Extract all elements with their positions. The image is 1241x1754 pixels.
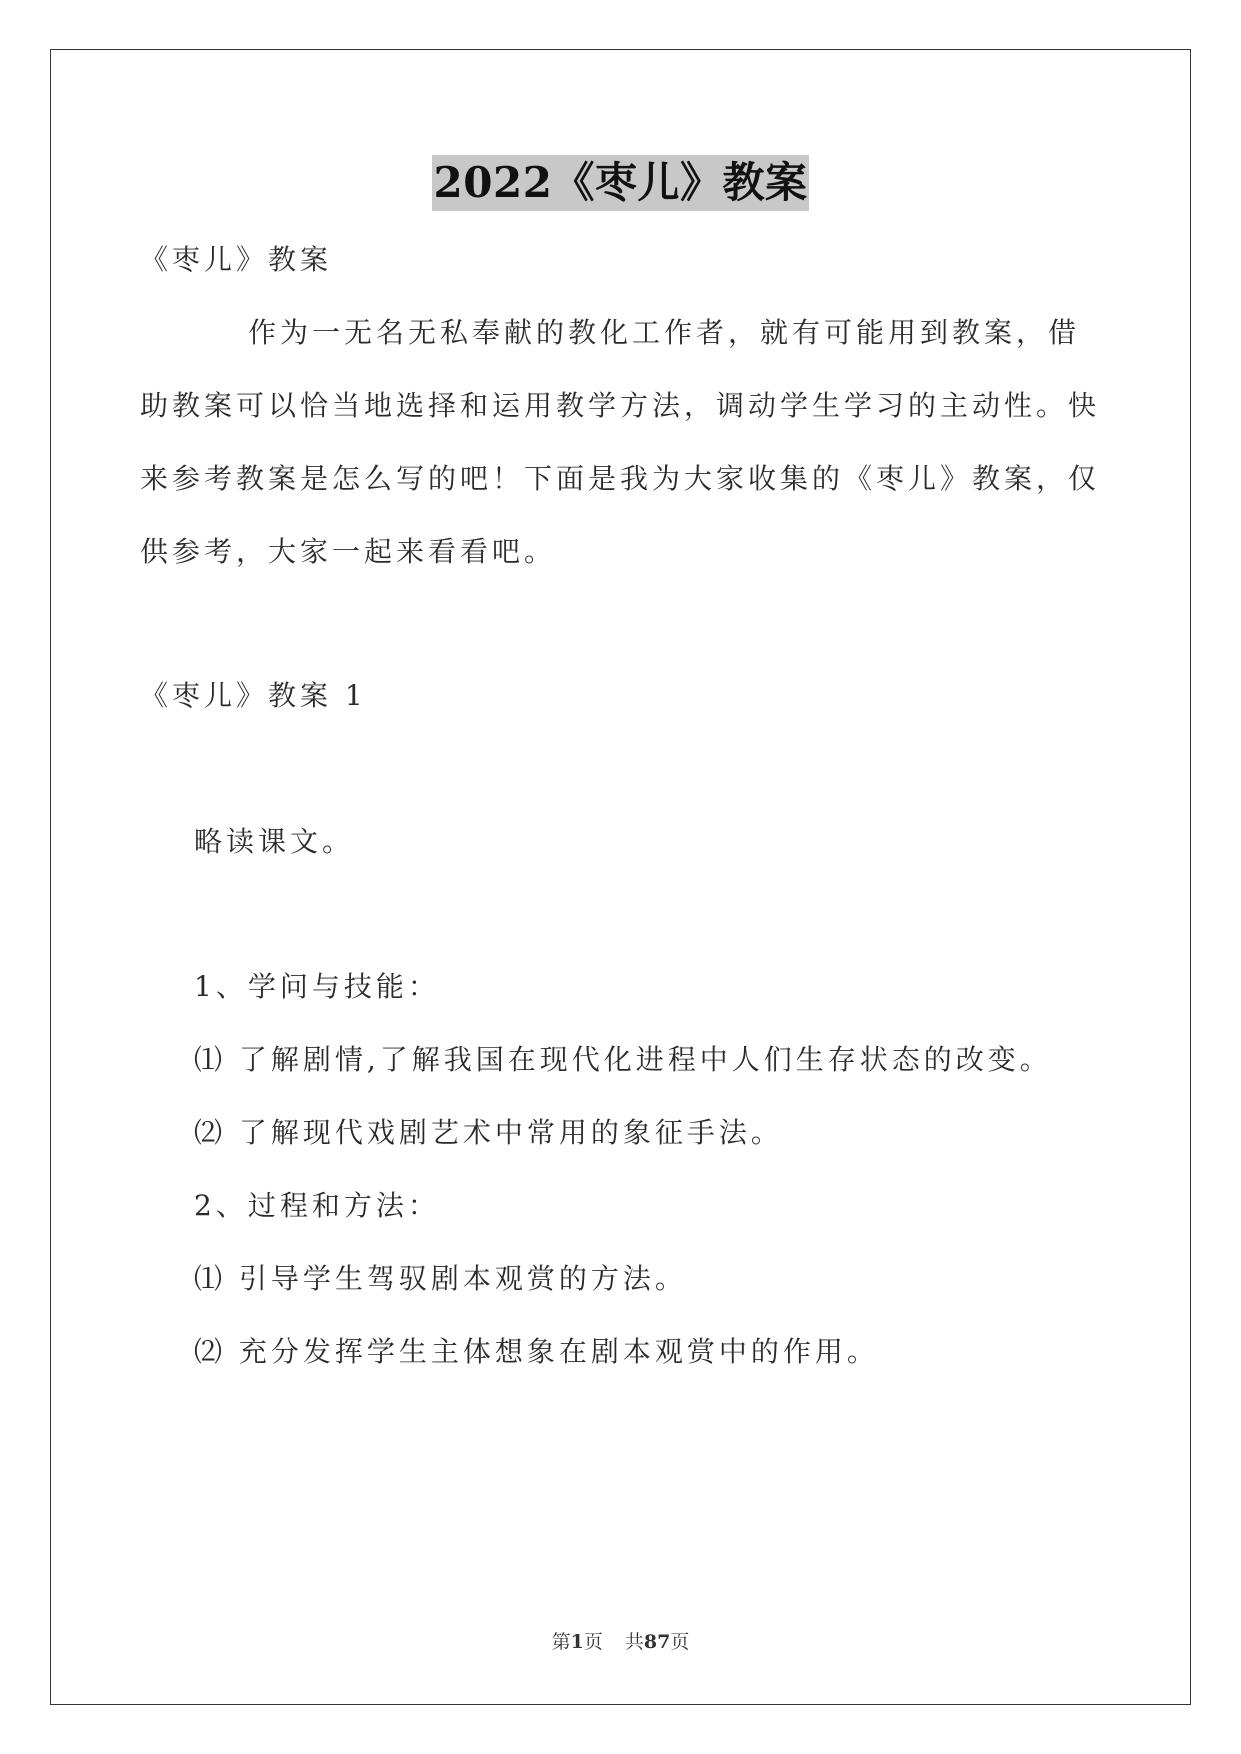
section-heading: 《枣儿》教案 1	[140, 679, 367, 712]
document-subtitle: 《枣儿》教案	[140, 243, 333, 276]
item-2-sub-1: ⑴ 引导学生驾驭剧本观赏的方法。	[194, 1262, 687, 1295]
footer-total-suffix: 页	[670, 1631, 690, 1653]
title-container	[0, 155, 1241, 211]
footer-page-number: 1	[570, 1631, 584, 1653]
document-title: 2022《枣儿》教案	[432, 155, 810, 211]
page-footer	[0, 1627, 1241, 1654]
item-1-sub-1: ⑴ 了解剧情,了解我国在现代化进程中人们生存状态的改变。	[194, 1043, 1052, 1076]
footer-total-prefix: 共	[624, 1631, 644, 1653]
footer-total-pages: 87	[643, 1631, 671, 1653]
footer-page-suffix: 页	[583, 1631, 603, 1653]
intro-line-2: 助教案可以恰当地选择和运用教学方法，调动学生学习的主动性。快	[140, 389, 1101, 422]
intro-line-1: 作为一无名无私奉献的教化工作者，就有可能用到教案，借	[248, 316, 1081, 349]
page-border	[50, 49, 1191, 1705]
item-1-sub-2: ⑵ 了解现代戏剧艺术中常用的象征手法。	[194, 1116, 783, 1149]
item-2-sub-2: ⑵ 充分发挥学生主体想象在剧本观赏中的作用。	[194, 1335, 879, 1368]
intro-line-4: 供参考，大家一起来看看吧。	[140, 535, 557, 568]
item-2-heading: 2、过程和方法：	[194, 1189, 440, 1222]
footer-page-prefix: 第	[551, 1631, 571, 1653]
item-1-heading: 1、学问与技能：	[194, 970, 440, 1003]
reading-note: 略读课文。	[194, 825, 355, 858]
intro-line-3: 来参考教案是怎么写的吧！下面是我为大家收集的《枣儿》教案，仅	[140, 462, 1101, 495]
